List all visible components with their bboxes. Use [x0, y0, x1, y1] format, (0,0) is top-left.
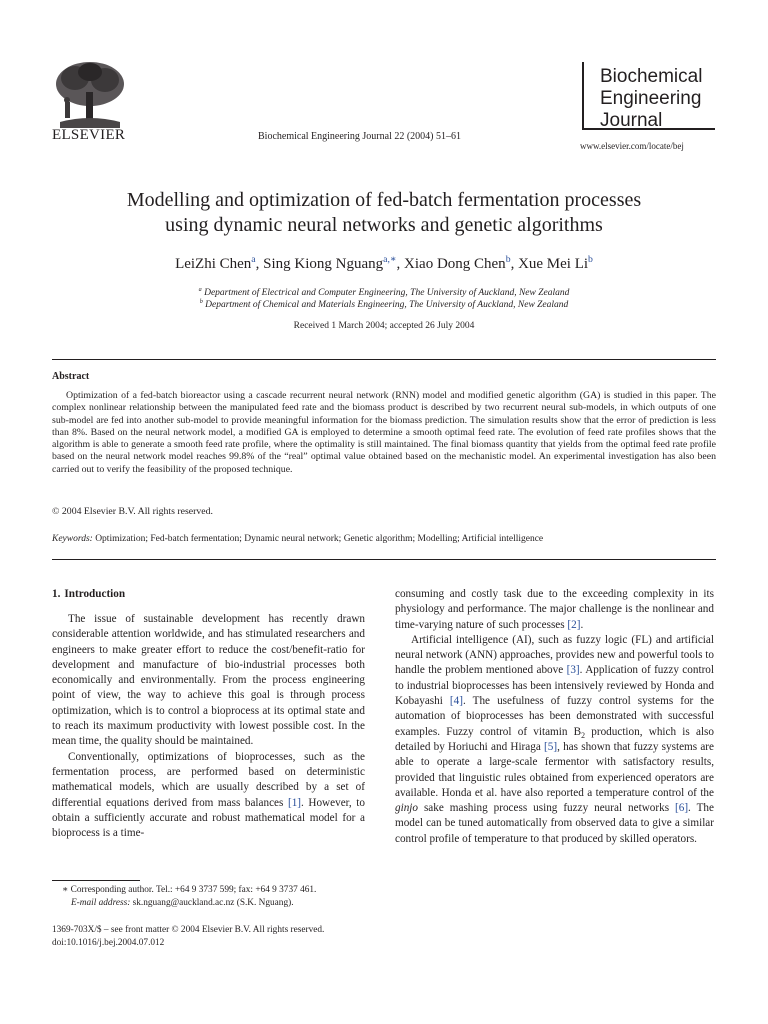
section-title: Introduction — [64, 588, 126, 600]
paragraph: consuming and costly task due to the exceeding complexity in its physiology and performance. The major challenge is the nonlinear and time-varying nature of such processes [2]. — [395, 588, 714, 631]
footnote — [62, 884, 362, 910]
title-line: Modelling and optimization of fed-batch fermentation processes — [126, 189, 642, 211]
citation-link[interactable]: [5] — [544, 740, 558, 753]
journal-logo-rule — [582, 62, 584, 130]
author-name: LeiZhi Chen — [175, 256, 252, 272]
corresponding-author-note: ∗ Corresponding author. Tel.: +64 9 3737 599; fax: +64 9 3737 461. — [62, 885, 317, 895]
affiliations — [60, 287, 708, 311]
publisher-name: ELSEVIER — [52, 127, 126, 143]
email-link[interactable]: sk.nguang@auckland.ac.nz (S.K. Nguang). — [132, 898, 294, 908]
journal-logo-line: Journal — [600, 110, 663, 131]
affiliation-mark[interactable]: b — [588, 254, 593, 265]
section-heading — [52, 588, 129, 600]
keywords — [52, 534, 716, 544]
citation-link[interactable]: [6] — [675, 802, 689, 815]
citation-link[interactable]: [2] — [567, 618, 581, 631]
affiliation-mark[interactable]: a — [251, 254, 256, 265]
affiliation-mark[interactable]: a,∗ — [383, 254, 397, 265]
abstract-body: Optimization of a fed-batch bioreactor using a cascade recurrent neural network (RNN) model and modified genetic algorithm (GA) is studied in this paper. The complex nonlinear relationship between the manipulated feed rate and the biomass product is described by two recurrent neural sub-models, in which outputs of one sub-model are fed into another sub-model to provide meaningful information for the biomass prediction. The simulation results show that the error of prediction is less than 8%. Based on the neural network model, a modified GA is employed to determine a smooth optimal feed rate. The evolution of feed rate profiles shows that the algorithm is able to generate a smooth feed rate profile, where the optimality is still maintained. The final biomass quantity that yields from the optimal feed rate profile based on the neural network model reaches 99.8% of the “real” optimal value obtained based on the mechanistic model. An experimental investigation has also been carried out to verify the feasibility of the proposed technique. — [52, 390, 716, 475]
left-column — [52, 612, 365, 841]
section-number: 1. — [52, 588, 61, 600]
journal-logo-line: Biochemical — [600, 66, 703, 87]
front-matter — [52, 924, 372, 950]
doi-link[interactable]: doi:10.1016/j.bej.2004.07.012 — [52, 938, 165, 948]
abstract-heading: Abstract — [52, 371, 90, 382]
email-note: E-mail address: sk.nguang@auckland.ac.nz (S.K. Nguang). — [71, 898, 294, 908]
affiliation-item: $^a$ Department of Electrical and Computer Engineering, The University of Auckland, New Zealand — [198, 286, 570, 298]
keywords-label: Keywords: — [52, 534, 93, 544]
paragraph: Artificial intelligence (AI), such as fuzzy logic (FL) and artificial neural network (ANN) approaches, provides new and powerful tools to handle the problem mentioned above [3]. Application of fuzzy control to industrial bioprocesses has been intensively reviewed by Honda and Kobayashi [4]. The usefulness of fuzzy control systems for the automation of bioprocesses has been demonstrated with successful examples. Fuzzy control of vitamin $B_2$ production, which is also detailed by Horiuchi and Hiraga [5], has shown that fuzzy systems are able to operate a large-scale fermentor with satisfactory results, provided that linguistic rules obtained from experienced operators are available. Honda et al. have also reported a temperature control of the ginjo sake mashing process using fuzzy neural networks [6]. The model can be tuned automatically from observed data to give a similar control profile of temperature to that produced by skilled operators. — [395, 633, 715, 845]
keywords-text: Optimization; Fed-batch fermentation; Dynamic neural network; Genetic algorithm; Modelling; Artificial intelligence — [95, 534, 544, 544]
paper-title — [60, 188, 708, 238]
journal-logo-line: Engineering — [600, 88, 702, 109]
right-column — [395, 587, 714, 847]
received-dates: Received 1 March 2004; accepted 26 July 2004 — [293, 321, 475, 331]
journal-citation: Biochemical Engineering Journal 22 (2004) 51–61 — [258, 131, 462, 142]
affiliation-mark[interactable]: b — [505, 254, 511, 265]
footnote-rule — [52, 880, 140, 881]
divider — [52, 359, 716, 360]
citation-link[interactable]: [1] — [287, 796, 302, 809]
author-name: Sing Kiong Nguang — [263, 256, 384, 272]
divider — [52, 559, 716, 560]
affiliation-item: $^b$ Department of Chemical and Materials Engineering, The University of Auckland, New Zealand — [199, 298, 569, 310]
author-name: Xue Mei Li — [518, 256, 589, 272]
author-name: Xiao Dong Chen — [404, 256, 506, 272]
issn-line: 1369-703X/$ – see front matter © 2004 Elsevier B.V. All rights reserved. — [52, 925, 325, 935]
elsevier-tree-logo — [50, 58, 128, 130]
journal-logo — [600, 66, 715, 132]
author-list: LeiZhi Chen$^a$, Sing Kiong Nguang$^{a,∗}$, Xiao Dong Chen$^b$, Xue Mei Li$^b$ — [175, 254, 593, 272]
citation-link[interactable]: [4] — [449, 695, 463, 708]
title-line: using dynamic neural networks and genetic algorithms — [165, 214, 603, 236]
paragraph: The issue of sustainable development has recently drawn considerable attention worldwide, and has stimulated researchers and engineers to make greater effort to reduce the cost/benefit-ratio for development and manufacture of bio-industrial processes both economically and environmentally. From the process engineering point of view, the way to achieve this goal is through process optimization, which is to control a bioprocess at its optimal state and to reach its maximum productivity with lowest possible cost. In the mean time, the quality should be maintained. — [52, 613, 365, 748]
abstract-copyright: © 2004 Elsevier B.V. All rights reserved. — [52, 506, 213, 517]
journal-url-link[interactable]: www.elsevier.com/locate/bej — [580, 141, 684, 151]
paragraph: Conventionally, optimizations of bioprocesses, such as the fermentation process, are performed based on deterministic mathematical models, which are usually described by a set of differential equations derived from mass balances [1]. However, to obtain a sufficiently accurate and robust mathematical model for a bioprocess is a time- — [52, 750, 365, 840]
citation-link[interactable]: [3] — [566, 664, 580, 677]
